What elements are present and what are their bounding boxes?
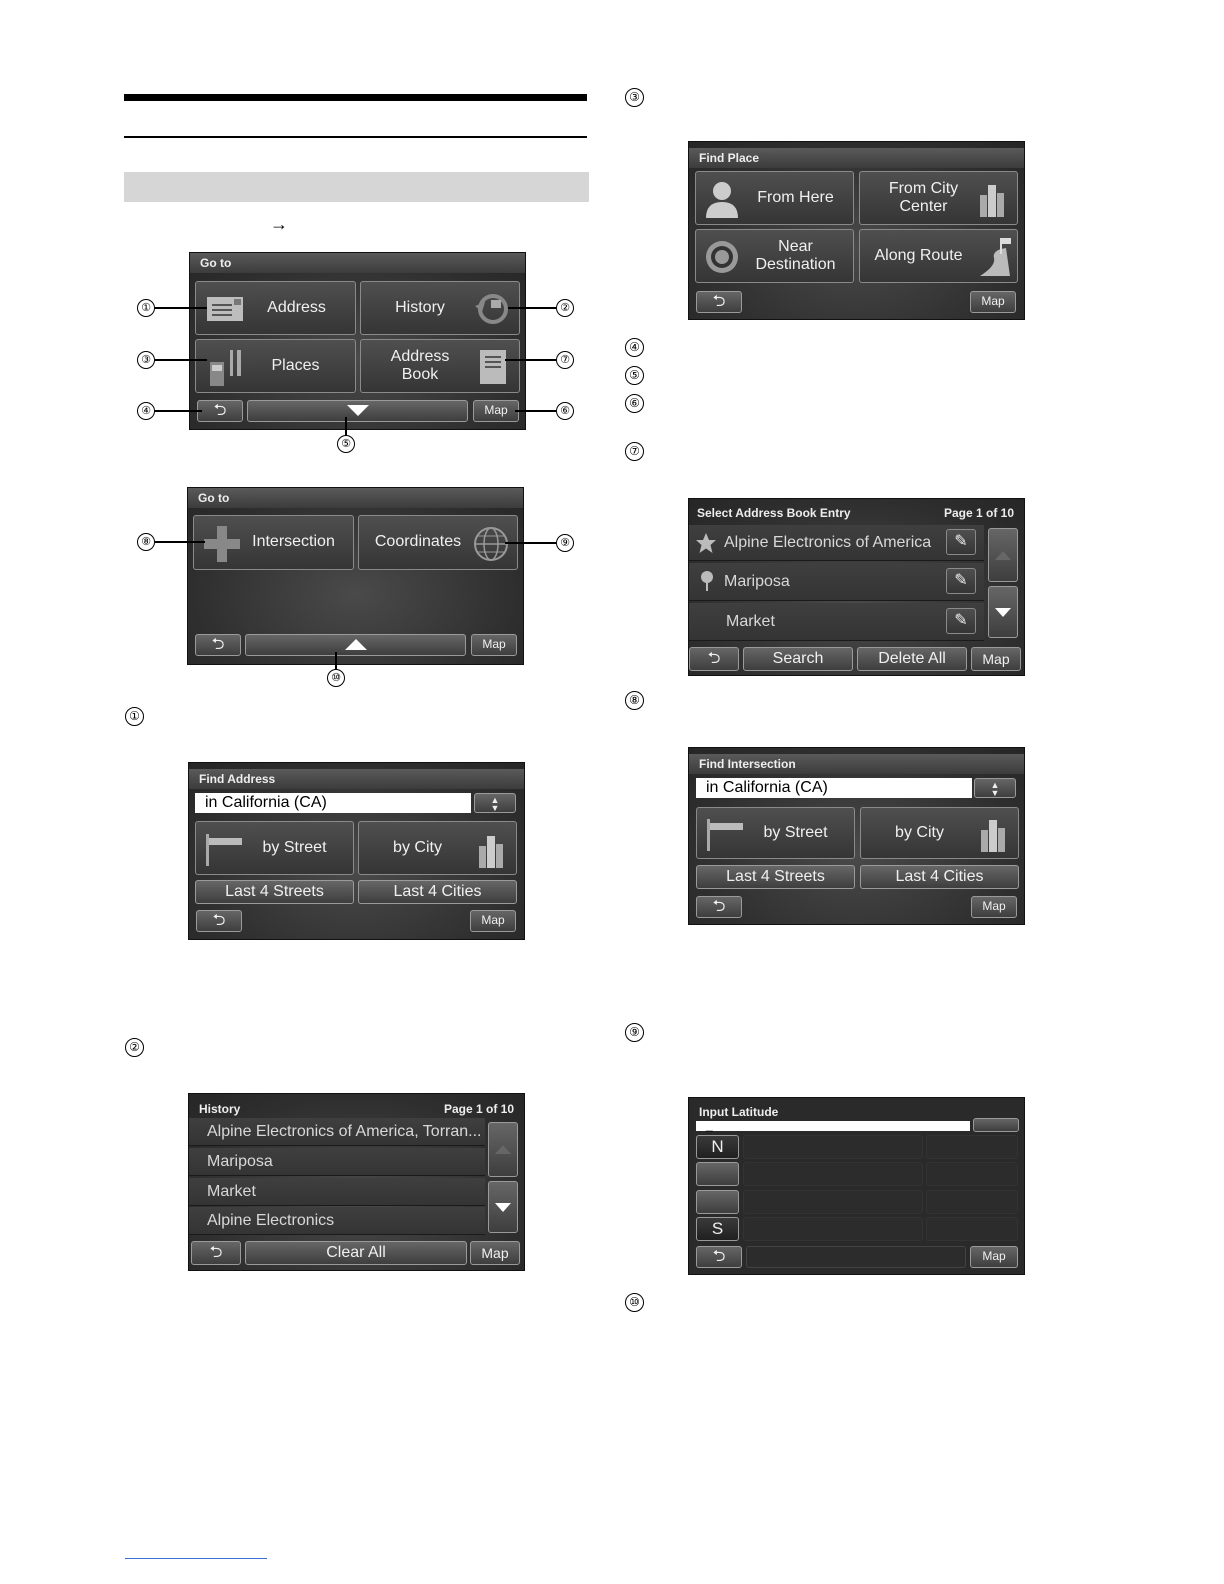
marker-4: ④ — [625, 338, 644, 357]
map-button[interactable]: Map — [471, 634, 517, 656]
address-book-row[interactable] — [689, 563, 984, 601]
keypad-disabled-key — [926, 1135, 1018, 1159]
page-indicator: Page 1 of 10 — [943, 506, 1014, 520]
goto-screen-2 — [187, 487, 524, 665]
leader-line — [508, 307, 556, 309]
by-street-button[interactable] — [696, 807, 855, 859]
marker-2: ② — [556, 299, 574, 317]
marker-7: ⑦ — [625, 442, 644, 461]
entry-label: Market — [726, 613, 775, 630]
globe-icon — [473, 526, 509, 562]
clear-all-button[interactable]: Clear All — [245, 1241, 467, 1265]
city-buildings-icon — [477, 832, 505, 868]
address-book-icon — [479, 349, 507, 385]
screen-title — [689, 503, 1024, 523]
entry-label: Mariposa — [724, 573, 790, 590]
keypad-disabled-key — [743, 1190, 923, 1214]
screen-title: Find Place — [689, 148, 1024, 168]
back-button[interactable]: ⮌ — [195, 634, 241, 656]
leader-line — [155, 307, 207, 309]
header-thin-rule — [124, 136, 587, 138]
history-row[interactable]: Market — [189, 1178, 485, 1206]
keypad-disabled-key — [926, 1190, 1018, 1214]
map-button[interactable]: Map — [971, 647, 1021, 671]
address-button[interactable] — [195, 281, 356, 335]
from-city-line2: Center — [899, 198, 948, 215]
history-row[interactable]: Alpine Electronics — [189, 1207, 485, 1235]
edit-icon[interactable]: ✎ — [946, 568, 976, 594]
back-button[interactable]: ⮌ — [696, 1246, 742, 1268]
address-book-row[interactable] — [689, 525, 984, 561]
map-button[interactable]: Map — [970, 291, 1016, 313]
section-heading-bar — [124, 172, 589, 202]
leader-line — [505, 359, 556, 361]
from-here-label: From Here — [757, 188, 834, 206]
leader-line — [505, 542, 556, 544]
chevron-down-icon — [495, 1203, 511, 1212]
address-book-label — [391, 348, 450, 385]
last-cities-button[interactable]: Last 4 Cities — [358, 880, 517, 904]
footer-link-underline — [125, 1558, 267, 1559]
last-cities-button[interactable]: Last 4 Cities — [860, 865, 1019, 889]
places-label: Places — [271, 356, 320, 374]
marker-8: ⑧ — [625, 691, 644, 710]
page-indicator: Page 1 of 10 — [443, 1102, 514, 1116]
marker-9: ⑨ — [625, 1023, 644, 1042]
map-button[interactable]: Map — [970, 1246, 1018, 1268]
pushpin-icon — [697, 569, 717, 593]
near-dest-line1: Near — [778, 237, 813, 255]
address-card-icon — [206, 296, 244, 322]
near-dest-line2: Destination — [755, 256, 836, 273]
state-field[interactable]: in California (CA) — [696, 778, 972, 798]
find-intersection-screen — [688, 747, 1025, 925]
back-button[interactable]: ⮌ — [191, 1241, 241, 1265]
from-city-center-button[interactable] — [859, 171, 1018, 225]
from-city-line1: From City — [888, 179, 959, 197]
by-street-label: by Street — [763, 823, 828, 841]
screen-title: Input Latitude — [699, 1105, 779, 1119]
latitude-field[interactable]: _ — [696, 1121, 970, 1131]
screen-title: Find Intersection — [689, 754, 1024, 774]
keypad-disabled-key — [743, 1162, 923, 1186]
chevron-up-icon — [995, 551, 1011, 560]
leader-line — [345, 417, 347, 435]
intersection-label: Intersection — [252, 533, 335, 551]
address-label: Address — [267, 298, 326, 316]
marker-4: ④ — [137, 402, 155, 420]
edit-icon[interactable]: ✎ — [946, 608, 976, 634]
target-icon — [704, 239, 740, 275]
leader-line — [155, 541, 205, 543]
scroll-down-button[interactable] — [988, 586, 1018, 638]
city-buildings-icon — [979, 816, 1007, 852]
map-button[interactable]: Map — [470, 1241, 520, 1265]
keypad-disabled-key — [973, 1118, 1019, 1132]
marker-5: ⑤ — [337, 435, 355, 453]
state-spinner[interactable]: ▲ ▼ — [974, 778, 1016, 798]
marker-1: ① — [137, 299, 155, 317]
menu-path-arrow: → — [270, 214, 288, 234]
scroll-up-button[interactable] — [988, 528, 1018, 582]
back-button[interactable]: ⮌ — [696, 291, 742, 313]
route-flag-icon — [976, 236, 1012, 278]
by-city-label: by City — [393, 838, 442, 856]
intersection-button[interactable] — [193, 515, 354, 570]
near-destination-label — [755, 238, 835, 275]
address-book-label-line1: Address — [390, 347, 450, 365]
leader-line — [515, 410, 556, 412]
leader-line — [335, 652, 337, 669]
leader-line — [155, 359, 207, 361]
goto-screen-1 — [189, 252, 526, 430]
by-city-button[interactable] — [860, 807, 1019, 859]
marker-10: ⑩ — [327, 669, 345, 687]
address-book-screen — [688, 498, 1025, 676]
marker-10: ⑩ — [625, 1293, 644, 1312]
back-button[interactable]: ⮌ — [689, 647, 739, 671]
address-book-button[interactable] — [360, 339, 520, 393]
entry-label: Alpine Electronics of America — [724, 534, 932, 551]
north-key[interactable]: N — [696, 1135, 739, 1159]
ok-button-disabled — [746, 1246, 966, 1268]
chevron-down-icon — [995, 608, 1011, 617]
history-title: History — [199, 1102, 241, 1116]
intersection-icon — [204, 526, 240, 562]
marker-6: ⑥ — [556, 402, 574, 420]
map-button[interactable]: Map — [470, 910, 516, 932]
header-thick-rule — [124, 94, 587, 101]
street-sign-icon — [705, 817, 745, 851]
screen-title: Find Address — [189, 769, 524, 789]
input-latitude-screen — [688, 1097, 1025, 1275]
chevron-up-icon — [345, 639, 367, 651]
by-city-button[interactable] — [358, 821, 517, 875]
state-spinner[interactable]: ▲ ▼ — [474, 793, 516, 813]
history-label: History — [395, 298, 445, 316]
screen-title: Go to — [190, 253, 525, 273]
delete-all-button[interactable]: Delete All — [857, 647, 967, 671]
marker-1: ① — [125, 707, 144, 726]
history-row[interactable]: Mariposa — [189, 1148, 485, 1176]
history-button[interactable] — [360, 281, 520, 335]
marker-8: ⑧ — [137, 533, 155, 551]
by-street-button[interactable] — [195, 821, 354, 875]
page-up-button[interactable] — [245, 634, 466, 656]
back-button[interactable]: ⮌ — [197, 400, 243, 422]
search-button[interactable]: Search — [743, 647, 853, 671]
state-field[interactable]: in California (CA) — [195, 793, 471, 813]
keypad-disabled-key — [926, 1162, 1018, 1186]
scroll-down-button[interactable] — [488, 1181, 518, 1233]
marker-2: ② — [125, 1038, 144, 1057]
history-screen — [188, 1093, 525, 1271]
marker-6: ⑥ — [625, 394, 644, 413]
marker-9: ⑨ — [556, 534, 574, 552]
keypad-disabled-key — [696, 1190, 739, 1214]
find-place-screen — [688, 141, 1025, 320]
chevron-up-icon — [495, 1145, 511, 1154]
back-button[interactable]: ⮌ — [696, 896, 742, 918]
keypad-disabled-key — [696, 1162, 739, 1186]
map-button[interactable]: Map — [473, 400, 519, 422]
page-down-button[interactable] — [247, 400, 468, 422]
address-book-label-line2: Book — [401, 366, 439, 383]
find-address-screen — [188, 762, 525, 940]
scroll-up-button[interactable] — [488, 1122, 518, 1177]
coordinates-button[interactable] — [358, 515, 518, 570]
star-icon — [695, 532, 717, 554]
by-street-label: by Street — [262, 838, 327, 856]
by-city-label: by City — [895, 823, 944, 841]
history-row[interactable]: Alpine Electronics of America, Torran... — [189, 1118, 485, 1146]
chevron-down-icon — [347, 405, 369, 417]
keypad-disabled-key — [743, 1135, 923, 1159]
edit-icon[interactable]: ✎ — [946, 529, 976, 555]
south-key[interactable]: S — [696, 1217, 739, 1241]
from-city-center-label — [889, 180, 958, 217]
marker-5: ⑤ — [625, 366, 644, 385]
map-button[interactable]: Map — [971, 896, 1017, 918]
back-button[interactable]: ⮌ — [196, 910, 242, 932]
along-route-button[interactable] — [859, 229, 1018, 283]
address-book-row[interactable] — [689, 603, 984, 641]
city-buildings-icon — [978, 181, 1006, 217]
keypad-disabled-key — [926, 1217, 1018, 1241]
last-streets-button[interactable]: Last 4 Streets — [195, 880, 354, 904]
last-streets-button[interactable]: Last 4 Streets — [696, 865, 855, 889]
screen-title — [189, 1099, 524, 1119]
person-icon — [704, 180, 740, 218]
along-route-label: Along Route — [874, 246, 963, 264]
keypad-disabled-key — [743, 1217, 923, 1241]
street-sign-icon — [204, 832, 244, 866]
marker-3: ③ — [625, 88, 644, 107]
address-book-title: Select Address Book Entry — [697, 506, 851, 520]
marker-3: ③ — [137, 351, 155, 369]
from-here-button[interactable] — [695, 171, 854, 225]
screen-title: Go to — [188, 488, 523, 508]
marker-7: ⑦ — [556, 351, 574, 369]
places-button[interactable] — [195, 339, 356, 393]
places-fuel-fork-icon — [206, 348, 244, 388]
history-icon — [473, 292, 511, 326]
leader-line — [155, 410, 202, 412]
near-destination-button[interactable] — [695, 229, 854, 283]
coordinates-label: Coordinates — [374, 533, 462, 551]
